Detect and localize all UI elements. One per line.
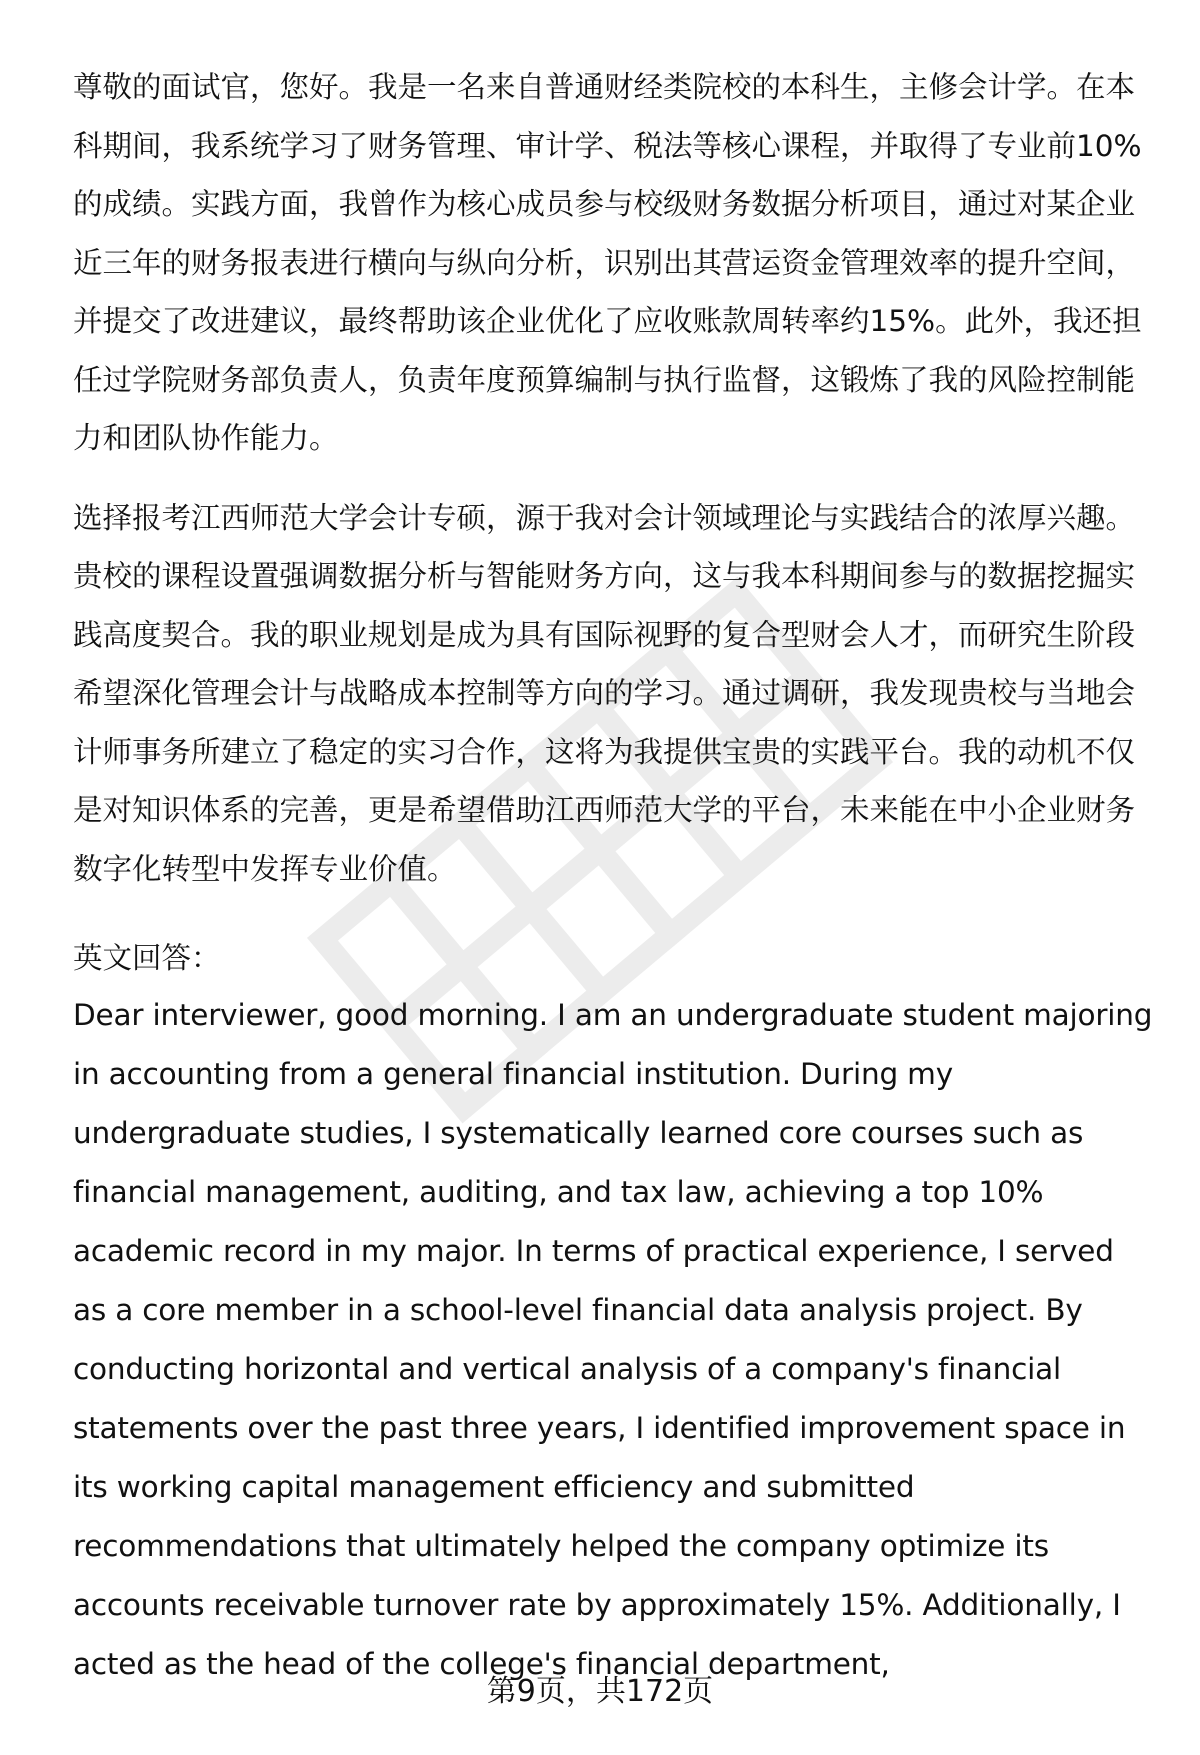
paragraph-cn-intro: 尊敬的面试官，您好。我是一名来自普通财经类院校的本科生，主修会计学。在本科期间，我系统学习了财务管理、审计学、税法等核心课程，并取得了专业前10%的成绩。实践方面，我曾作为核心成员参与校级财务数据分析项目，通过对某企业近三年的财务报表进行横向与纵向分析，识别出其营运资金管理效率的提升空间，并提交了改进建议，最终帮助该企业优化了应收账款周转率约15%。此外，我还担任过学院财务部负责人，负责年度预算编制与执行监督，这锻炼了我的风险控制能力和团队协作能力。: [73, 70, 1142, 455]
page-number: 第9页，共172页: [486, 1674, 714, 1709]
paragraph-cn-motivation: 选择报考江西师范大学会计专硕，源于我对会计领域理论与实践结合的浓厚兴趣。贵校的课程设置强调数据分析与智能财务方向，这与我本科期间参与的数据挖掘实践高度契合。我的职业规划是成为具有国际视野的复合型财会人才，而研究生阶段希望深化管理会计与战略成本控制等方向的学习。通过调研，我发现贵校与当地会计师事务所建立了稳定的实习合作，这将为我提供宝贵的实践平台。我的动机不仅是对知识体系的完善，更是希望借助江西师范大学的平台，未来能在中小企业财务数字化转型中发挥专业价值。: [73, 500, 1136, 886]
paragraph-en-intro: Dear interviewer, good morning. I am an undergraduate student majoring in accounting from a general financial institution. During my undergraduate studies, I systematically learned core courses such as financial management, auditing, and tax law, achieving a top 10% academic record in my major. In terms of practical experience, I served as a core member in a school-level financial data analysis project. By conducting horizontal and vertical analysis of a company's financial statements over the past three years, I identified improvement space in its working capital management efficiency and submitted recommendations that ultimately helped the company optimize its accounts receivable turnover rate by approximately 15%. Additionally, I acted as the head of the college's financial department,: [73, 998, 1153, 1681]
document-body: [73, 58, 1153, 1694]
english-answer-label: 英文回答：: [73, 941, 221, 975]
